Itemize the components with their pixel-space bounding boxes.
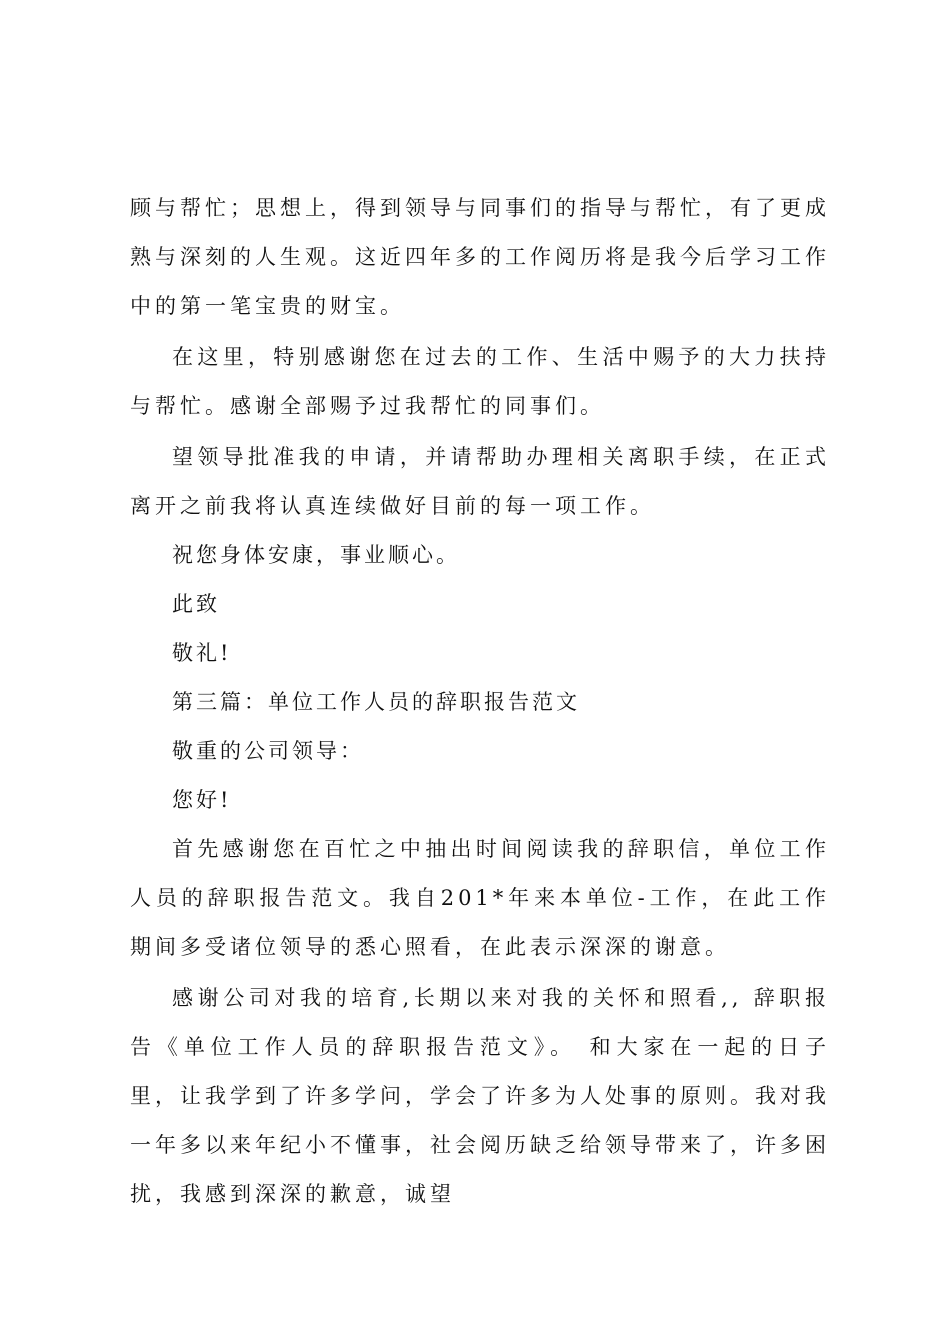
closing-salutation: 此致 — [172, 592, 220, 616]
paragraph-gratitude: 感谢公司对我的培育,长期以来对我的关怀和照看,, 辞职报告《单位工作人员的辞职报告范文》。 和大家在一起的日子里，让我学到了许多学问，学会了许多为人处事的原则。我对我一年多以来年纪小不懂事，社会阅历缺乏给领导带来了，许多困扰，我感到深深的歉意，诚望 — [130, 986, 830, 1206]
document-body — [130, 184, 830, 1219]
closing-regards: 敬礼! — [172, 641, 232, 665]
paragraph-thanks: 在这里，特别感谢您在过去的工作、生活中赐予的大力扶持与帮忙。感谢全部赐予过我帮忙的同事们。 — [130, 345, 830, 418]
paragraph-wishes: 祝您身体安康，事业顺心。 — [172, 543, 460, 567]
letter-greeting: 您好! — [172, 788, 232, 812]
paragraph-continued: 顾与帮忙；思想上，得到领导与同事们的指导与帮忙，有了更成熟与深刻的人生观。这近四年多的工作阅历将是我今后学习工作中的第一笔宝贵的财宝。 — [130, 196, 830, 318]
section-heading: 第三篇：单位工作人员的辞职报告范文 — [172, 690, 580, 714]
paragraph-request: 望领导批准我的申请，并请帮助办理相关离职手续，在正式离开之前我将认真连续做好目前的每一项工作。 — [130, 445, 830, 518]
letter-addressee: 敬重的公司领导： — [172, 739, 364, 763]
paragraph-intro: 首先感谢您在百忙之中抽出时间阅读我的辞职信，单位工作人员的辞职报告范文。我自201*年来本单位-工作，在此工作期间多受诸位领导的悉心照看，在此表示深深的谢意。 — [130, 837, 830, 959]
